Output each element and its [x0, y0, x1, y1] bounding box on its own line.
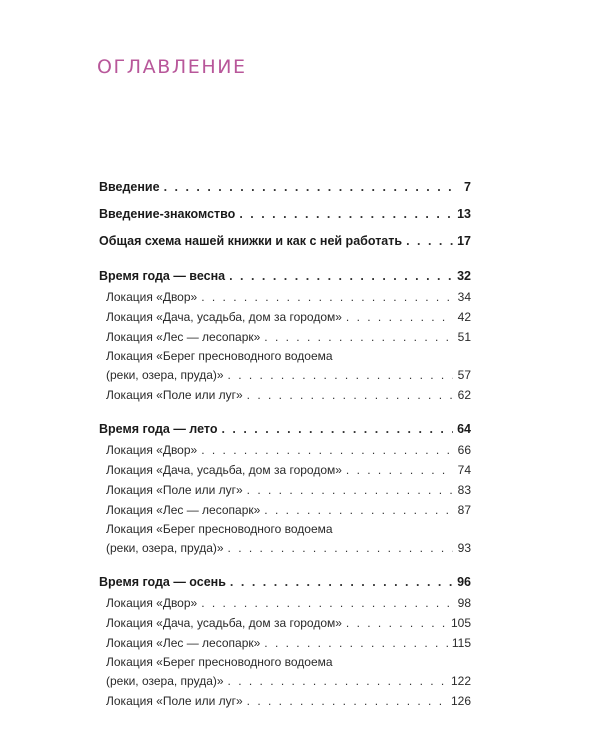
toc-entry-label: Общая схема нашей книжки и как с ней работать — [99, 234, 403, 248]
toc-entry-label: Локация «Дача, усадьба, дом за городом» — [106, 616, 342, 630]
toc-entry-label: Локация «Поле или луг» — [106, 483, 243, 497]
toc-title: ОГЛАВЛЕНИЕ — [97, 56, 247, 78]
toc-entry-label-line2: (реки, озера, пруда)» — [106, 674, 224, 688]
toc-page-number: 74 — [457, 463, 471, 477]
toc-sub-entry[interactable] — [99, 440, 471, 460]
toc-entry-intro-meet[interactable] — [99, 204, 471, 225]
toc-entry-label: Локация «Двор» — [106, 596, 198, 610]
dot-leader — [346, 460, 453, 480]
toc-page-number: 42 — [457, 310, 471, 324]
toc-entry-label: Локация «Поле или луг» — [106, 388, 243, 402]
toc-entry-label: Локация «Двор» — [106, 290, 198, 304]
toc-sub-entry[interactable] — [99, 613, 471, 633]
toc-entry-intro[interactable] — [99, 177, 471, 198]
dot-leader — [346, 307, 453, 327]
dot-leader — [247, 385, 453, 405]
toc-section-summer — [99, 419, 471, 558]
toc-page-number: 126 — [450, 694, 471, 708]
toc-page-number: 64 — [457, 422, 471, 436]
dot-leader — [247, 480, 453, 500]
toc-entry-label-line1: Локация «Берег пресноводного водоема — [106, 349, 333, 363]
toc-sub-entry[interactable] — [99, 520, 471, 558]
toc-sub-entry[interactable] — [99, 327, 471, 347]
toc-page-number: 105 — [450, 616, 471, 630]
toc-page-number: 66 — [457, 443, 471, 457]
toc-page-number: 57 — [457, 368, 471, 382]
dot-leader — [346, 613, 447, 633]
toc-entry-label-line1: Локация «Берег пресноводного водоема — [106, 522, 333, 536]
dot-leader — [264, 500, 453, 520]
dot-leader — [229, 266, 453, 287]
table-of-contents — [99, 177, 471, 711]
dot-leader — [228, 671, 447, 691]
dot-leader — [164, 177, 453, 198]
toc-section-spring — [99, 266, 471, 405]
toc-sub-entry[interactable] — [99, 347, 471, 385]
dot-leader — [406, 231, 453, 252]
dot-leader — [230, 572, 453, 593]
dot-leader — [221, 419, 453, 440]
toc-entry-label: Время года — лето — [99, 422, 218, 436]
toc-entry-label-line1: Локация «Берег пресноводного водоема — [106, 655, 333, 669]
dot-leader — [228, 538, 453, 558]
toc-entry-label: Локация «Дача, усадьба, дом за городом» — [106, 310, 342, 324]
dot-leader — [239, 204, 453, 225]
toc-entry-label: Локация «Лес — лесопарк» — [106, 330, 261, 344]
toc-entry-label-line2: (реки, озера, пруда)» — [106, 368, 224, 382]
toc-page-number: 13 — [457, 207, 471, 221]
toc-sub-entry[interactable] — [99, 460, 471, 480]
toc-page-number: 32 — [457, 269, 471, 283]
toc-page-number: 17 — [457, 234, 471, 248]
toc-sub-entry[interactable] — [99, 653, 471, 691]
toc-entry-label: Локация «Лес — лесопарк» — [106, 636, 261, 650]
toc-entry-label: Локация «Дача, усадьба, дом за городом» — [106, 463, 342, 477]
toc-entry-label: Введение — [99, 180, 160, 194]
toc-sub-entry[interactable] — [99, 593, 471, 613]
toc-page-number: 96 — [457, 575, 471, 589]
toc-page-number: 98 — [457, 596, 471, 610]
toc-section-heading[interactable] — [99, 419, 471, 440]
toc-page-number: 87 — [457, 503, 471, 517]
toc-page-number: 93 — [457, 541, 471, 555]
toc-entry-label: Локация «Двор» — [106, 443, 198, 457]
toc-intro-group — [99, 177, 471, 252]
toc-entry-scheme[interactable] — [99, 231, 471, 252]
toc-page-number: 122 — [450, 674, 471, 688]
toc-sub-entry[interactable] — [99, 633, 471, 653]
dot-leader — [247, 691, 447, 711]
toc-sub-entry[interactable] — [99, 691, 471, 711]
toc-sub-entry[interactable] — [99, 385, 471, 405]
toc-entry-label: Время года — осень — [99, 575, 226, 589]
toc-section-heading[interactable] — [99, 572, 471, 593]
toc-section-heading[interactable] — [99, 266, 471, 287]
dot-leader — [201, 593, 453, 613]
toc-section-autumn — [99, 572, 471, 711]
toc-entry-label: Введение-знакомство — [99, 207, 236, 221]
toc-sub-entry[interactable] — [99, 307, 471, 327]
dot-leader — [264, 327, 453, 347]
toc-page-number: 51 — [457, 330, 471, 344]
dot-leader — [201, 440, 453, 460]
toc-page-number: 62 — [457, 388, 471, 402]
toc-entry-label: Локация «Поле или луг» — [106, 694, 243, 708]
toc-sub-entry[interactable] — [99, 287, 471, 307]
toc-page-number: 34 — [457, 290, 471, 304]
dot-leader — [228, 365, 453, 385]
toc-entry-label: Время года — весна — [99, 269, 226, 283]
dot-leader — [264, 633, 448, 653]
toc-page-number: 83 — [457, 483, 471, 497]
toc-entry-label: Локация «Лес — лесопарк» — [106, 503, 261, 517]
dot-leader — [201, 287, 453, 307]
toc-page-number: 115 — [451, 636, 471, 650]
toc-sub-entry[interactable] — [99, 500, 471, 520]
toc-entry-label-line2: (реки, озера, пруда)» — [106, 541, 224, 555]
toc-sub-entry[interactable] — [99, 480, 471, 500]
toc-page-number: 7 — [464, 180, 471, 194]
